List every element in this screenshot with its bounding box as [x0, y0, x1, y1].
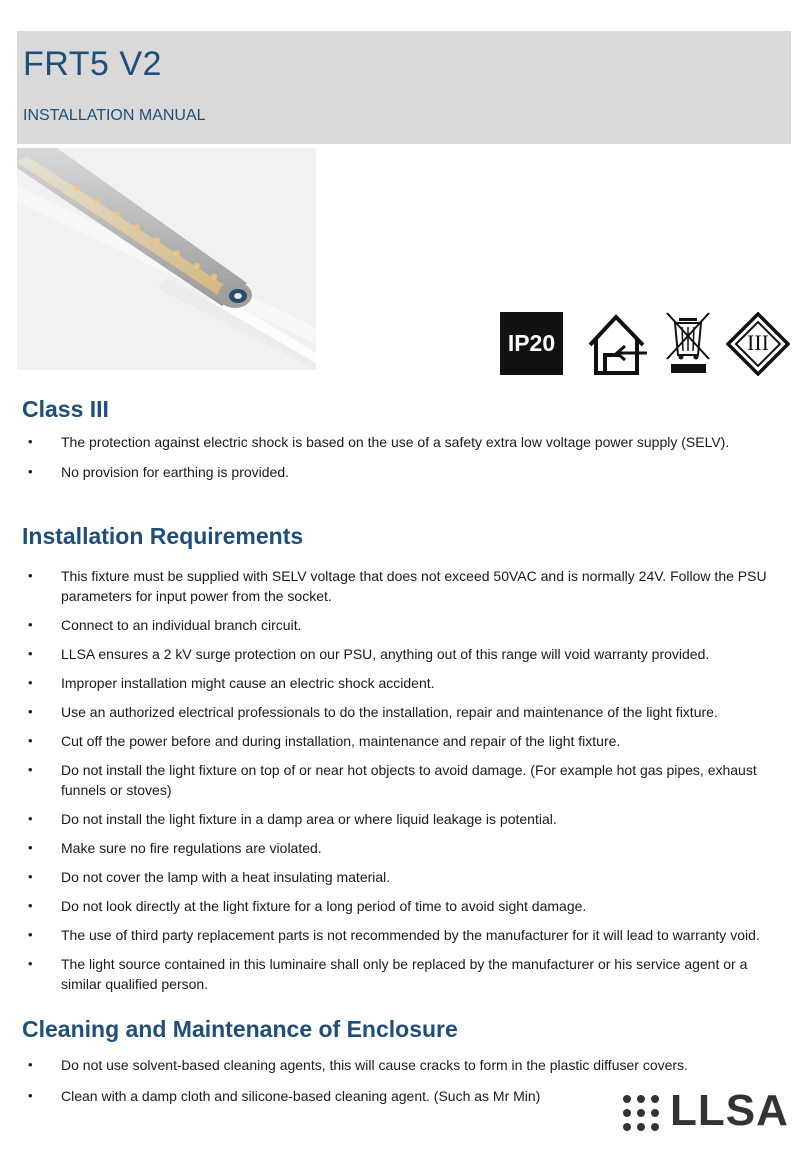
list-item: • Cut off the power before and during installation, maintenance and repair of the light fixture. — [22, 731, 782, 751]
list-item: • LLSA ensures a 2 kV surge protection on our PSU, anything out of this range will void warranty provided. — [22, 644, 782, 664]
indoor-use-icon — [585, 311, 649, 377]
list-item: • Do not use solvent-based cleaning agents, this will cause cracks to form in the plastic diffuser covers. — [22, 1055, 782, 1075]
cleaning-heading: Cleaning and Maintenance of Enclosure — [22, 1016, 458, 1042]
list-item: • The use of third party replacement parts is not recommended by the manufacturer for it will lead to warranty void. — [22, 925, 782, 945]
list-item: • Improper installation might cause an electric shock accident. — [22, 673, 782, 693]
list-item: • The light source contained in this luminaire shall only be replaced by the manufacturer or his service agent or a similar qualified person. — [22, 954, 782, 994]
logo-dots-icon — [622, 1094, 662, 1132]
list-item: • Do not install the light fixture in a damp area or where liquid leakage is potential. — [22, 809, 782, 829]
class-iii-icon — [726, 312, 790, 376]
page-subtitle: INSTALLATION MANUAL — [23, 107, 206, 124]
list-item: • Use an authorized electrical professionals to do the installation, repair and maintenance of the light fixture. — [22, 702, 782, 722]
led-strip-illustration — [17, 148, 316, 370]
weee-bin-icon — [665, 311, 711, 375]
installation-heading: Installation Requirements — [22, 523, 304, 549]
list-item: • This fixture must be supplied with SELV voltage that does not exceed 50VAC and is normally 24V. Follow the PSU parameters for input power from the socket. — [22, 566, 782, 606]
list-item: • No provision for earthing is provided. — [22, 462, 782, 482]
class-iii-symbol: III — [747, 330, 769, 355]
logo-wordmark: LLSA — [670, 1086, 789, 1135]
product-photo — [17, 148, 316, 370]
list-item: • Clean with a damp cloth and silicone-based cleaning agent. (Such as Mr Min) — [22, 1086, 782, 1106]
class-iii-heading: Class III — [22, 396, 109, 422]
list-item: • The protection against electric shock is based on the use of a safety extra low voltage power supply (SELV). — [22, 432, 782, 452]
list-item: • Do not install the light fixture on top of or near hot objects to avoid damage. (For example hot gas pipes, exhaust funnels or stoves) — [22, 760, 782, 800]
llsa-logo — [622, 1086, 792, 1135]
list-item: • Make sure no fire regulations are violated. — [22, 838, 782, 858]
class-iii-list — [22, 432, 782, 482]
installation-list — [22, 566, 782, 994]
list-item: • Do not look directly at the light fixture for a long period of time to avoid sight damage. — [22, 896, 782, 916]
page-header — [17, 31, 791, 144]
ip20-icon: IP20 — [500, 312, 563, 375]
page-title: FRT5 V2 — [23, 45, 162, 83]
list-item: • Connect to an individual branch circuit. — [22, 615, 782, 635]
list-item: • Do not cover the lamp with a heat insulating material. — [22, 867, 782, 887]
